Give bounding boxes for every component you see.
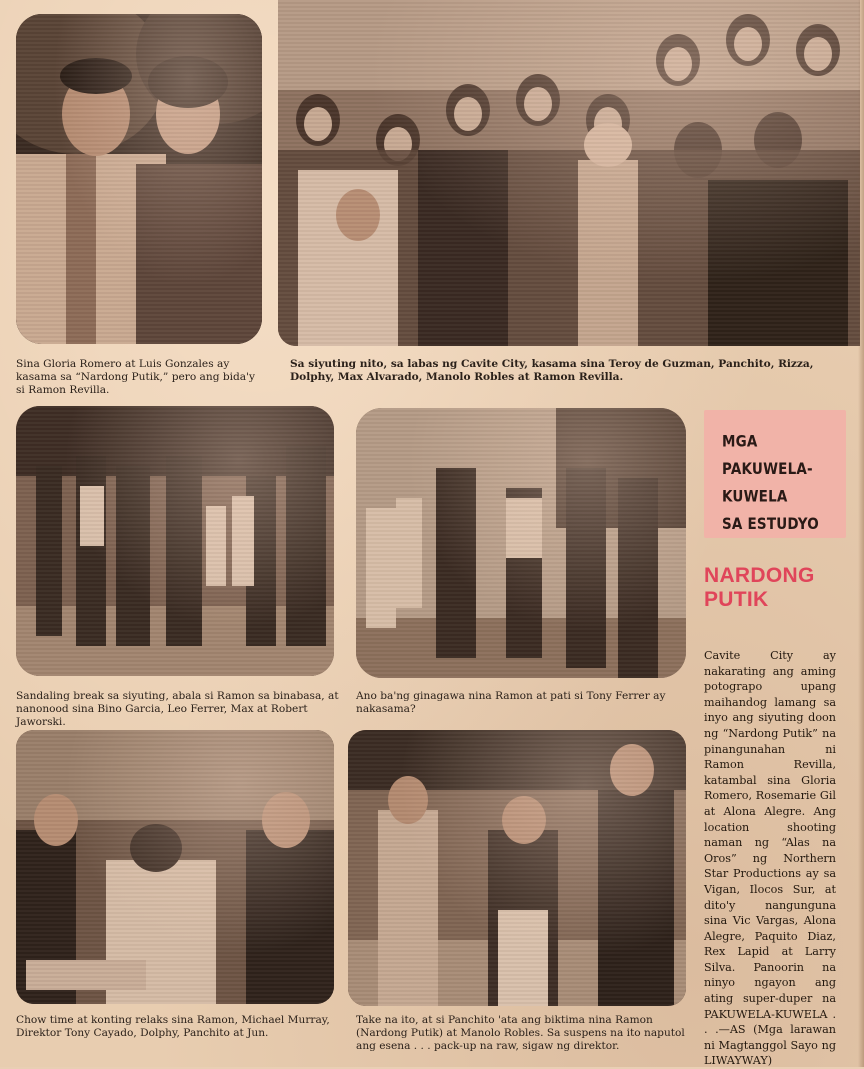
page-edge-shadow	[858, 0, 864, 1067]
photo-break-siyuting	[16, 406, 334, 676]
article-body: Cavite City ay nakarating ang aming potograpo upang maihandog lamang sa inyo ang siyuting doon ng “Nardong Putik” na pinangunahan ni Ramon Revilla, katambal sina Gloria Romero, Rosemarie Gil at Alona Alegre. Ang location shooting naman ng “Alas na Oros” ng Northern Star Productions ay sa Vigan, Ilocos Sur, at dito'y nangunguna sina Vic Vargas, Alona Alegre, Paquito Diaz, Rex Lapid at Larry Silva. Panoorin na ninyo ngayon ang ating super-duper na PAKUWELA-KUWELA . . .—AS (Mga larawan ni Magtanggol Sayo ng LIWAYWAY)	[704, 649, 836, 1068]
article-headline	[704, 564, 854, 612]
kicker-line-1: MGA PAKUWELA-	[722, 432, 813, 479]
caption-photo-take: Take na ito, at si Panchito 'ata ang biktima nina Ramon (Nardong Putik) at Manolo Robles. Sa suspens na ito naputol ang esena . . . pack-up na raw, sigaw ng direktor.	[356, 1014, 685, 1052]
caption-photo-chow-time: Chow time at konting relaks sina Ramon, Michael Murray, Direktor Tony Cayado, Dolphy, Panchito at Jun.	[16, 1014, 330, 1039]
photo-chow-time	[16, 730, 334, 1004]
kicker-line-3: SA ESTUDYO	[722, 515, 819, 534]
caption-photo-couple: Sina Gloria Romero at Luis Gonzales ay kasama sa “Nardong Putik,” pero ang bida'y si Ramon Revilla.	[16, 358, 256, 396]
photo-ramon-tony-ferrer	[356, 408, 686, 678]
kicker-line-2: KUWELA	[722, 487, 788, 507]
caption-photo-ramon-tony: Ano ba'ng ginagawa nina Ramon at pati si Tony Ferrer ay nakasama?	[356, 690, 666, 715]
photo-take-scene	[348, 730, 686, 1006]
caption-photo-group: Sa siyuting nito, sa labas ng Cavite City, kasama sina Teroy de Guzman, Panchito, Rizza, Dolphy, Max Alvarado, Manolo Robles at Ramon Revilla.	[290, 358, 814, 383]
photo-couple	[16, 14, 262, 344]
kicker-title	[722, 428, 842, 538]
kicker-box	[704, 410, 846, 538]
photo-group-siyuting	[278, 0, 860, 346]
headline-line-1: NARDONG	[704, 564, 815, 587]
caption-photo-break: Sandaling break sa siyuting, abala si Ramon sa binabasa, at nanonood sina Bino Garcia, Leo Ferrer, Max at Robert Jaworski.	[16, 690, 339, 728]
headline-line-2: PUTIK	[704, 588, 769, 611]
